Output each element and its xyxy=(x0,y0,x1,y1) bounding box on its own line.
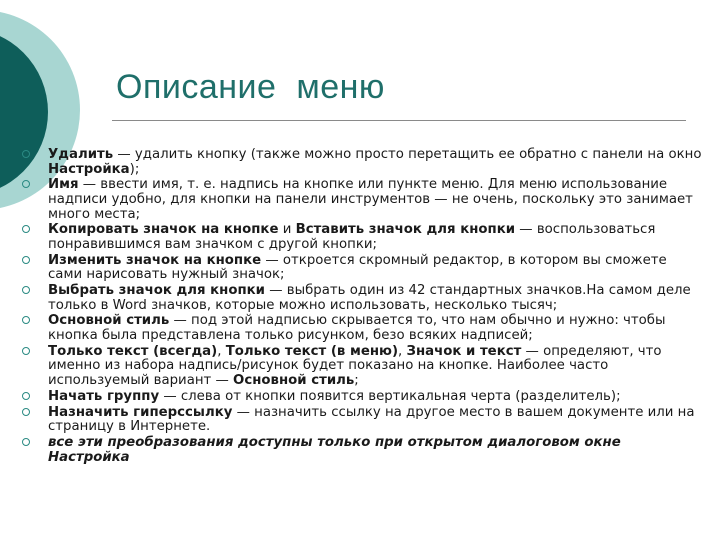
bullet-icon xyxy=(22,316,30,324)
list-item: Только текст (всегда), Только текст (в меню), Значок и текст — определяют, что именно из набора надпись/рисунок будет показано на кнопке. Наиболее часто используемый вариант — Основной стиль; xyxy=(14,345,704,389)
slide-title: Описание меню xyxy=(116,68,385,106)
bullet-icon xyxy=(22,392,30,400)
list-item: Удалить — удалить кнопку (также можно просто перетащить ее обратно с панели на окно Настройка); xyxy=(14,148,704,177)
list-item: Начать группу — слева от кнопки появится вертикальная черта (разделитель); xyxy=(14,390,704,405)
list-item: Имя — ввести имя, т. е. надпись на кнопке или пункте меню. Для меню использование надписи удобно, для кнопки на панели инструментов — не очень, поскольку это занимает много места; xyxy=(14,178,704,222)
bullet-icon xyxy=(22,408,30,416)
title-divider xyxy=(112,120,686,121)
list-item: Изменить значок на кнопке — откроется скромный редактор, в котором вы сможете сами нарисовать нужный значок; xyxy=(14,254,704,283)
bullet-icon xyxy=(22,180,30,188)
list-item: Назначить гиперссылку — назначить ссылку на другое место в вашем документе или на страницу в Интернете. xyxy=(14,406,704,435)
bullet-icon xyxy=(22,150,30,158)
bullet-icon xyxy=(22,256,30,264)
bullet-icon xyxy=(22,347,30,355)
bullet-icon xyxy=(22,225,30,233)
list-item: все эти преобразования доступны только при открытом диалоговом окне Настройка xyxy=(14,436,704,465)
menu-description-list xyxy=(14,148,704,466)
bullet-icon xyxy=(22,286,30,294)
bullet-icon xyxy=(22,438,30,446)
list-item: Выбрать значок для кнопки — выбрать один из 42 стандартных значков.На самом деле только в Word значков, которые можно использовать, несколько тысяч; xyxy=(14,284,704,313)
list-item: Копировать значок на кнопке и Вставить значок для кнопки — воспользоваться понравившимся вам значком с другой кнопки; xyxy=(14,223,704,252)
list-item: Основной стиль — под этой надписью скрывается то, что нам обычно и нужно: чтобы кнопка была представлена только рисунком, безо всяких надписей; xyxy=(14,314,704,343)
